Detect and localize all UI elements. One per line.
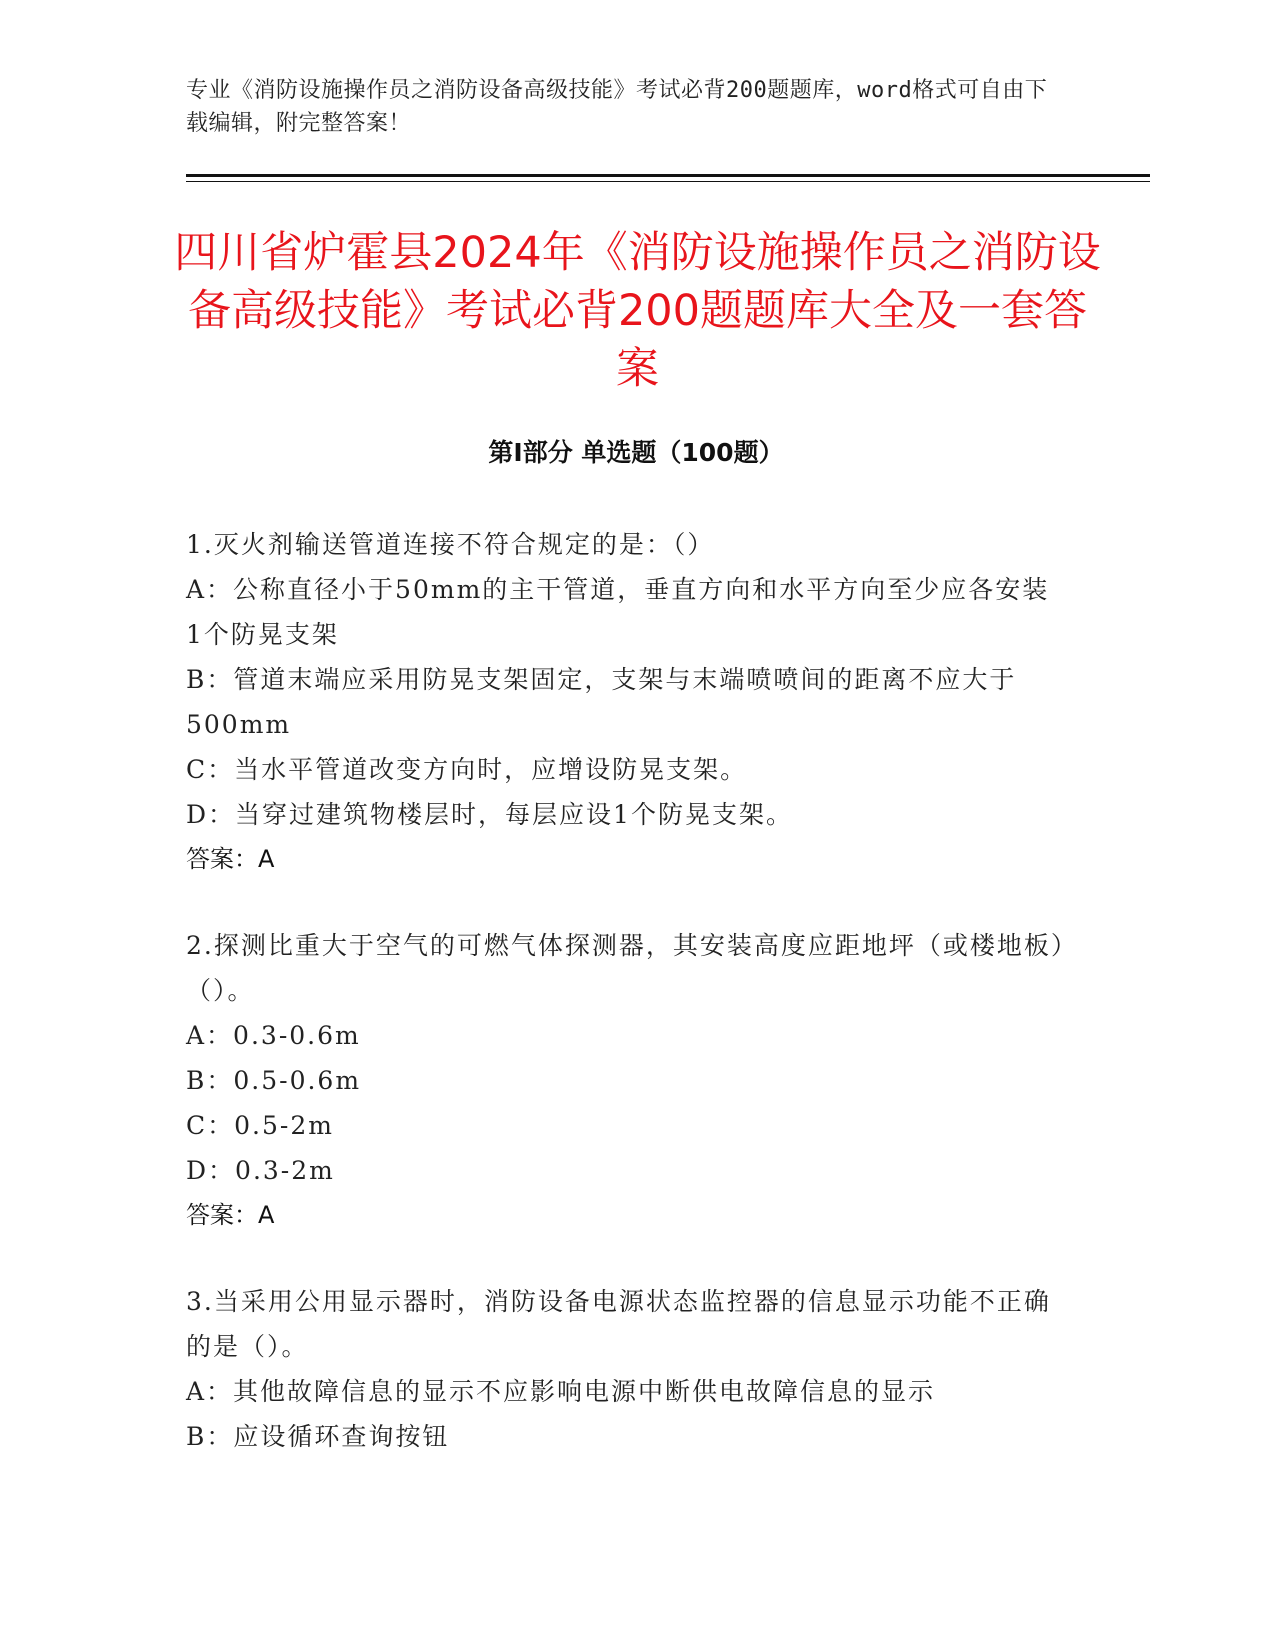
option-a: A：0.3-0.6m (186, 1021, 361, 1050)
question-spacer (186, 882, 1066, 923)
question-spacer (186, 1238, 1066, 1279)
option-d: D：当穿过建筑物楼层时，每层应设1个防晃支架。 (186, 800, 793, 829)
answer-line: 答案：A (186, 845, 275, 873)
question-stem: 1.灭火剂输送管道连接不符合规定的是：（） (186, 530, 715, 559)
option-b: B：管道末端应采用防晃支架固定，支架与末端喷喷间的距离不应大于500mm (186, 665, 1017, 739)
question-stem: 2.探测比重大于空气的可燃气体探测器，其安装高度应距地坪（或楼地板）（）。 (186, 931, 1066, 1005)
header-note: 专业《消防设施操作员之消防设备高级技能》考试必背200题题库，word格式可自由下载编辑，附完整答案！ (186, 78, 1048, 136)
option-b: B：应设循环查询按钮 (186, 1422, 450, 1451)
option-a: A：其他故障信息的显示不应影响电源中断供电故障信息的显示 (186, 1377, 936, 1406)
option-a: A：公称直径小于50mm的主干管道，垂直方向和水平方向至少应各安装1个防晃支架 (186, 575, 1050, 649)
option-b: B：0.5-0.6m (186, 1066, 362, 1095)
option-c: C：当水平管道改变方向时，应增设防晃支架。 (186, 755, 748, 784)
question-stem: 3.当采用公用显示器时，消防设备电源状态监控器的信息显示功能不正确的是（）。 (186, 1287, 1051, 1361)
answer-line: 答案：A (186, 1201, 275, 1229)
question-1 (186, 522, 1066, 882)
question-list (186, 522, 1066, 1459)
question-3 (186, 1279, 1066, 1459)
document-title: 四川省炉霍县2024年《消防设施操作员之消防设备高级技能》考试必背200题题库大全及一套答案 (174, 228, 1101, 394)
header-rule-thick (186, 174, 1150, 177)
question-2 (186, 923, 1066, 1238)
option-d: D：0.3-2m (186, 1156, 335, 1185)
option-c: C：0.5-2m (186, 1111, 334, 1140)
header-rule-thin (186, 181, 1150, 182)
section-heading: 第I部分 单选题（100题） (488, 438, 784, 467)
